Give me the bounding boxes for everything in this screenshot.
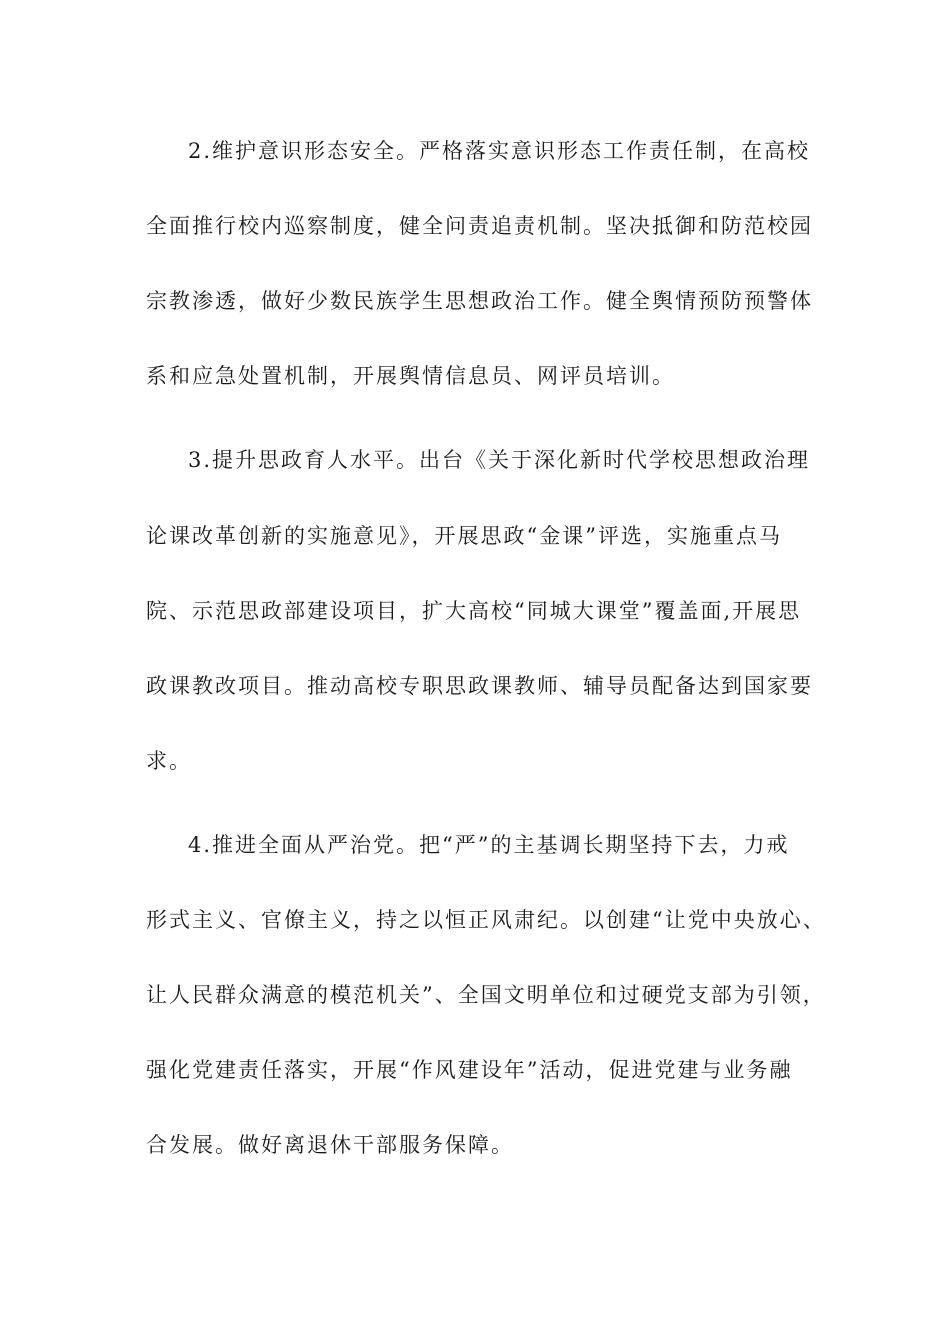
paragraph-3-line-3: 院、示范思政部建设项目，扩大高校“同城大课堂”覆盖面,开展思 (146, 599, 802, 623)
paragraph-2-line-4: 系和应急处置机制，开展舆情信息员、网评员培训。 (146, 364, 675, 388)
paragraph-4-line-5: 合发展。做好离退休干部服务保障。 (146, 1133, 514, 1157)
paragraph-4-line-4: 强化党建责任落实，开展“作风建设年”活动，促进党建与业务融 (146, 1058, 793, 1082)
paragraph-2-line-2: 全面推行校内巡察制度，健全问责追责机制。坚决抵御和防范校园 (146, 214, 813, 238)
paragraph-3-line-2: 论课改革创新的实施意见》，开展思政“金课”评选，实施重点马 (146, 524, 782, 548)
paragraph-3-line-4: 政课教改项目。推动高校专职思政课教师、辅导员配备达到国家要 (146, 674, 813, 698)
paragraph-3-line-5: 求。 (146, 749, 192, 773)
paragraph-4-line-2: 形式主义、官僚主义，持之以恒正风肃纪。以创建“让党中央放心、 (146, 908, 826, 932)
paragraph-4-line-1: 4.推进全面从严治党。把“严”的主基调长期坚持下去，力戒 (188, 833, 790, 857)
paragraph-3-line-1: 3.提升思政育人水平。出台《关于深化新时代学校思想政治理 (188, 448, 811, 472)
paragraph-2-line-3: 宗教渗透，做好少数民族学生思想政治工作。健全舆情预防预警体 (146, 289, 813, 313)
paragraph-2-line-1: 2.维护意识形态安全。严格落实意识形态工作责任制，在高校 (188, 139, 811, 163)
paragraph-4-line-3: 让人民群众满意的模范机关”、全国文明单位和过硬党支部为引领， (146, 983, 826, 1007)
